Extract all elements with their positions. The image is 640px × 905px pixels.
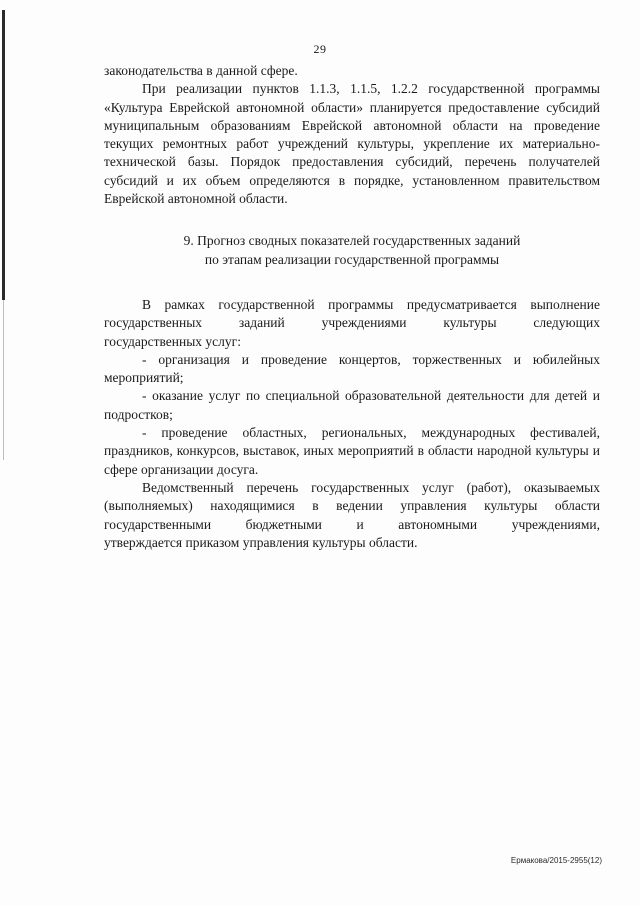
- scan-edge-shadow: [3, 300, 4, 460]
- service-item: - оказание услуг по специальной образовательной деятельности для детей и подростков;: [104, 388, 600, 422]
- section-intro-line-3: государственных услуг:: [104, 333, 241, 349]
- page-number: 29: [313, 42, 327, 56]
- section-intro-line-2: государственных заданий учреждениями культуры следующих: [104, 315, 600, 331]
- section-intro: [104, 296, 600, 351]
- section-intro-line-1: В рамках государственной программы предусматривается выполнение: [142, 296, 600, 312]
- service-item: - проведение областных, региональных, международных фестивалей, праздников, конкурсов, выставок, иных мероприятий в области народной культуры и сфере организации досуга.: [104, 425, 600, 477]
- service-item: - организация и проведение концертов, торжественных и юбилейных мероприятий;: [104, 351, 600, 386]
- paragraph-closing-end: утверждается приказом управления культуры области.: [104, 534, 418, 550]
- paragraph-closing-main: Ведомственный перечень государственных услуг (работ), оказываемых (выполняемых) находящимися в ведении управления культуры области государственными бюджетными и автономными учреждениями,: [104, 479, 600, 532]
- document-code: Ермакова/2015-2955(12): [510, 856, 602, 865]
- paragraph-subsidies: При реализации пунктов 1.1.3, 1.1.5, 1.2.2 государственной программы «Культура Еврейской автономной области» планируется предоставление субсидий муниципальным образованиям Еврейской автономной области на проведение текущих ремонтных работ учреждений культуры, укрепление их материально-технической базы. Порядок предоставления субсидий, перечень получателей субсидий и их объем определяются в порядке, установленном правительством Еврейской автономной области.: [104, 81, 600, 207]
- section-heading: [104, 232, 600, 269]
- document-body: [104, 62, 600, 552]
- section-heading-line-1: 9. Прогноз сводных показателей государственных заданий: [183, 233, 521, 249]
- section-heading-line-2: по этапам реализации государственной программы: [204, 251, 500, 267]
- paragraph-continuation: законодательства в данной сфере.: [104, 63, 298, 78]
